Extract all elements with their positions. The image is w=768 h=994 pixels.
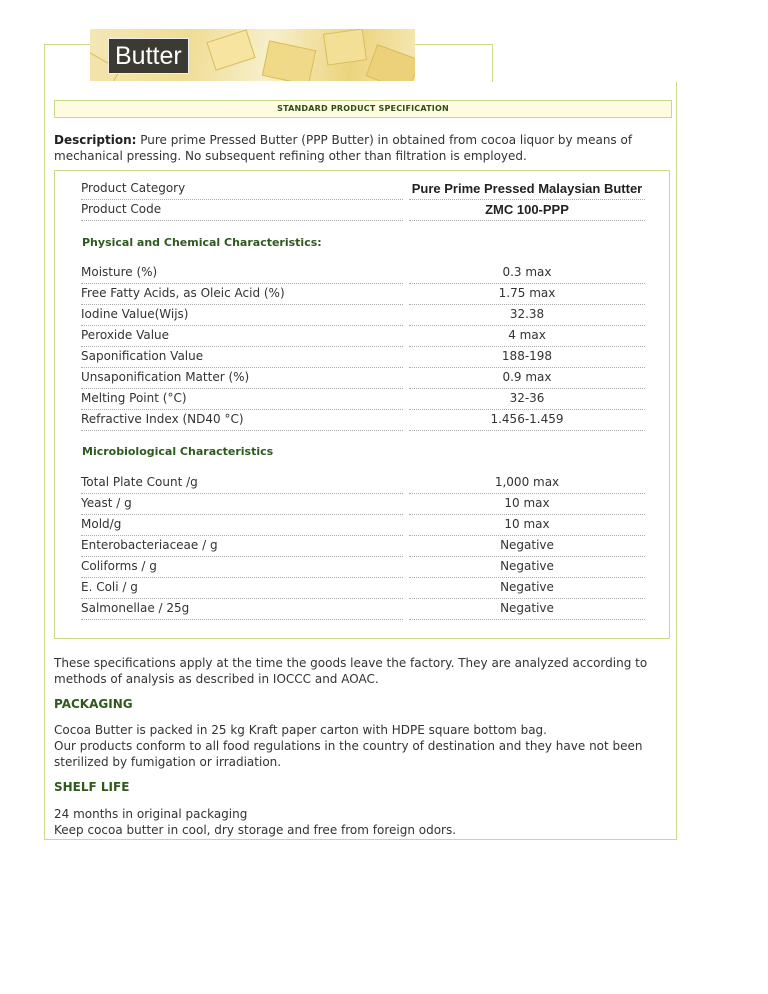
spec-label: Free Fatty Acids, as Oleic Acid (%): [81, 283, 403, 305]
frame-left-border: [44, 44, 45, 839]
spec-value: 1,000 max: [409, 472, 645, 494]
spec-label: Product Category: [81, 178, 403, 200]
spec-row: [81, 536, 645, 557]
spec-row: [81, 557, 645, 578]
spec-value: 32-36: [409, 388, 645, 410]
spec-value: 4 max: [409, 325, 645, 347]
spec-value: 1.456-1.459: [409, 409, 645, 431]
spec-row: [81, 347, 645, 368]
spec-row: [81, 494, 645, 515]
spec-label: Peroxide Value: [81, 325, 403, 347]
spec-value: 10 max: [409, 514, 645, 536]
spec-note: These specifications apply at the time the goods leave the factory. They are analyzed according to methods of analysis as described in IOCCC and AOAC.: [54, 656, 648, 686]
shelf-life-line: Keep cocoa butter in cool, dry storage and free from foreign odors.: [54, 823, 457, 837]
spec-title-bar: STANDARD PRODUCT SPECIFICATION: [54, 100, 672, 118]
spec-row: [81, 578, 645, 599]
shelf-life-text: [54, 806, 664, 838]
spec-value: ZMC 100-PPP: [409, 199, 645, 221]
spec-value: Negative: [409, 598, 645, 620]
spec-value: 188-198: [409, 346, 645, 368]
spec-row: [81, 326, 645, 347]
butter-chunk-image: [366, 44, 415, 81]
section-heading-micro: Microbiological Characteristics: [82, 445, 274, 458]
spec-label: Melting Point (°C): [81, 388, 403, 410]
spec-label: Iodine Value(Wijs): [81, 304, 403, 326]
frame-right-border: [676, 82, 677, 839]
spec-row: [81, 410, 645, 431]
spec-label: Total Plate Count /g: [81, 472, 403, 494]
spec-value: Negative: [409, 556, 645, 578]
packaging-text: [54, 722, 664, 770]
spec-value: 32.38: [409, 304, 645, 326]
description-text: Pure prime Pressed Butter (PPP Butter) in obtained from cocoa liquor by means of mechanical pressing. No subsequent refining other than filtration is employed.: [54, 133, 633, 163]
description: [54, 132, 664, 164]
frame-top-border-left: [44, 44, 90, 45]
spec-value: Negative: [409, 577, 645, 599]
spec-value: 0.3 max: [409, 262, 645, 284]
packaging-heading: PACKAGING: [54, 697, 133, 711]
packaging-line: Our products conform to all food regulations in the country of destination and they have not been sterilized by fumigation or irradiation.: [54, 739, 643, 769]
spec-label: Mold/g: [81, 514, 403, 536]
shelf-life-heading: SHELF LIFE: [54, 780, 130, 794]
spec-row: [81, 599, 645, 620]
spec-label: Salmonellae / 25g: [81, 598, 403, 620]
butter-chunk-image: [206, 29, 255, 71]
spec-label: Saponification Value: [81, 346, 403, 368]
spec-label: E. Coli / g: [81, 577, 403, 599]
spec-label: Refractive Index (ND40 °C): [81, 409, 403, 431]
spec-value: Pure Prime Pressed Malaysian Butter: [409, 178, 645, 200]
spec-label: Enterobacteriaceae / g: [81, 535, 403, 557]
spec-label: Product Code: [81, 199, 403, 221]
spec-row-product-category: [81, 179, 645, 200]
spec-row: [81, 305, 645, 326]
spec-value: 1.75 max: [409, 283, 645, 305]
packaging-line: Cocoa Butter is packed in 25 kg Kraft paper carton with HDPE square bottom bag.: [54, 723, 547, 737]
spec-row: [81, 389, 645, 410]
spec-value: Negative: [409, 535, 645, 557]
spec-label: Coliforms / g: [81, 556, 403, 578]
butter-banner-image: [90, 29, 415, 81]
frame-notch-border: [492, 44, 493, 82]
frame-bottom-border: [44, 839, 677, 840]
spec-row: [81, 284, 645, 305]
butter-chunk-image: [323, 29, 367, 66]
spec-row-product-code: [81, 200, 645, 221]
spec-label: Unsaponification Matter (%): [81, 367, 403, 389]
spec-value: 0.9 max: [409, 367, 645, 389]
description-label: Description:: [54, 133, 137, 147]
butter-chunk-image: [262, 40, 316, 81]
frame-top-border-right: [415, 44, 493, 45]
spec-label: Moisture (%): [81, 262, 403, 284]
spec-row: [81, 368, 645, 389]
spec-row: [81, 515, 645, 536]
spec-row: [81, 263, 645, 284]
spec-label: Yeast / g: [81, 493, 403, 515]
banner-title: Butter: [108, 38, 189, 74]
spec-value: 10 max: [409, 493, 645, 515]
section-heading-physical: Physical and Chemical Characteristics:: [82, 236, 322, 249]
shelf-life-line: 24 months in original packaging: [54, 807, 248, 821]
spec-row: [81, 473, 645, 494]
